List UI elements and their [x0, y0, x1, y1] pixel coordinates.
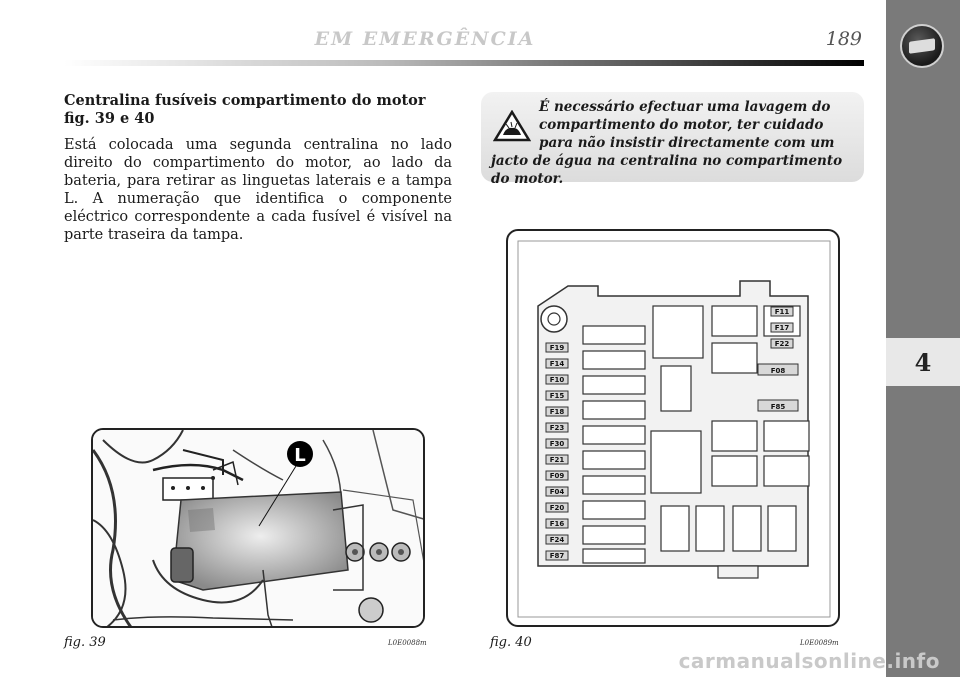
callout-l-label: L — [294, 445, 306, 466]
chapter-tab: 4 — [886, 338, 960, 386]
fusebox-drawing — [508, 231, 840, 627]
lancia-logo-icon — [900, 24, 944, 68]
figure-40-caption: fig. 40 — [490, 635, 532, 650]
fuse-label: F18 — [549, 408, 565, 416]
fuse-f15 — [546, 391, 568, 400]
relay-block — [653, 306, 703, 358]
fuse-f24 — [546, 535, 568, 544]
fuse-label: F14 — [549, 360, 565, 368]
fuse-f10 — [546, 375, 568, 384]
warning-box — [481, 92, 864, 187]
fuse-label: F87 — [549, 552, 565, 560]
relay-block — [583, 476, 645, 494]
fuse-f87 — [546, 551, 568, 560]
fuse-f85 — [758, 400, 798, 411]
engine-compartment-drawing — [93, 430, 425, 628]
fuse-f21 — [546, 455, 568, 464]
fuse-label: F08 — [770, 367, 786, 375]
fuse-f08 — [758, 364, 798, 375]
fuse-label: F16 — [549, 520, 565, 528]
figure-39-illustration — [91, 428, 425, 628]
relay-block — [764, 421, 809, 451]
relay-block — [712, 343, 757, 373]
fuse-label: F23 — [549, 424, 565, 432]
fuse-label: F11 — [774, 308, 790, 316]
fuse-label: F19 — [549, 344, 565, 352]
fuse-label: F85 — [770, 403, 786, 411]
fuse-f16 — [546, 519, 568, 528]
fuse-f17 — [771, 323, 793, 332]
fuse-f23 — [546, 423, 568, 432]
fuse-label: F17 — [774, 324, 790, 332]
section-title: EM EMERGÊNCIA — [314, 28, 536, 50]
fuse-f14 — [546, 359, 568, 368]
fuse-f11 — [771, 307, 793, 316]
section-body: Está colocada uma segunda centralina no lado direito do compartimento do motor, ao lado da bateria, para retirar as linguetas laterais e a tampa L. A numeração que identifica o componente eléctrico correspondente a cada fusível é visível na parte traseira da tampa. — [64, 137, 452, 243]
page-number: 189 — [825, 28, 862, 50]
relay-block — [583, 376, 645, 394]
relay-block — [583, 526, 645, 544]
relay-block — [583, 326, 645, 344]
relay-block — [768, 506, 796, 551]
fuse-label: F20 — [549, 504, 565, 512]
relay-block — [661, 506, 689, 551]
relay-block — [583, 351, 645, 369]
fuse-label: F24 — [549, 536, 565, 544]
relay-block — [583, 401, 645, 419]
fuse-label: F22 — [774, 340, 790, 348]
figure-39-caption: fig. 39 — [64, 635, 106, 650]
chapter-sidebar — [886, 0, 960, 677]
relay-block — [583, 451, 645, 469]
relay-block — [712, 421, 757, 451]
top-right-fuse-group — [771, 307, 793, 348]
fuse-f20 — [546, 503, 568, 512]
figure-40-code: L0E0089m — [800, 639, 839, 647]
header-rule — [64, 60, 864, 66]
fuse-f30 — [546, 439, 568, 448]
fuse-f22 — [771, 339, 793, 348]
fuse-label: F04 — [549, 488, 565, 496]
watermark-text: carmanualsonline.info — [678, 649, 940, 673]
fuse-f09 — [546, 471, 568, 480]
fuse-label: F10 — [549, 376, 565, 384]
relay-block — [712, 306, 757, 336]
relay-block — [583, 501, 645, 519]
relay-block — [583, 426, 645, 444]
relay-block — [651, 431, 701, 493]
fuse-f04 — [546, 487, 568, 496]
section-heading: Centralina fusíveis compartimento do motor fig. 39 e 40 — [64, 92, 426, 127]
fuse-f19 — [546, 343, 568, 352]
figure-40-fusebox-diagram — [506, 229, 840, 627]
fuse-f18 — [546, 407, 568, 416]
relay-block — [661, 366, 691, 411]
fuse-label: F15 — [549, 392, 565, 400]
relay-block — [583, 549, 645, 563]
warning-text: É necessário efectuar uma lavagem do compartimento do motor, ter cuidado para não insistir directamente com um jacto de água na centralina no compartimento do motor. — [491, 99, 843, 187]
figure-39-code: L0E0088m — [388, 639, 427, 647]
relay-block — [764, 456, 809, 486]
relay-block — [712, 456, 757, 486]
relay-block — [696, 506, 724, 551]
fuse-label: F09 — [549, 472, 565, 480]
logo-banner — [909, 38, 935, 54]
fuse-label: F21 — [549, 456, 565, 464]
fuse-label: F30 — [549, 440, 565, 448]
relay-block — [733, 506, 761, 551]
